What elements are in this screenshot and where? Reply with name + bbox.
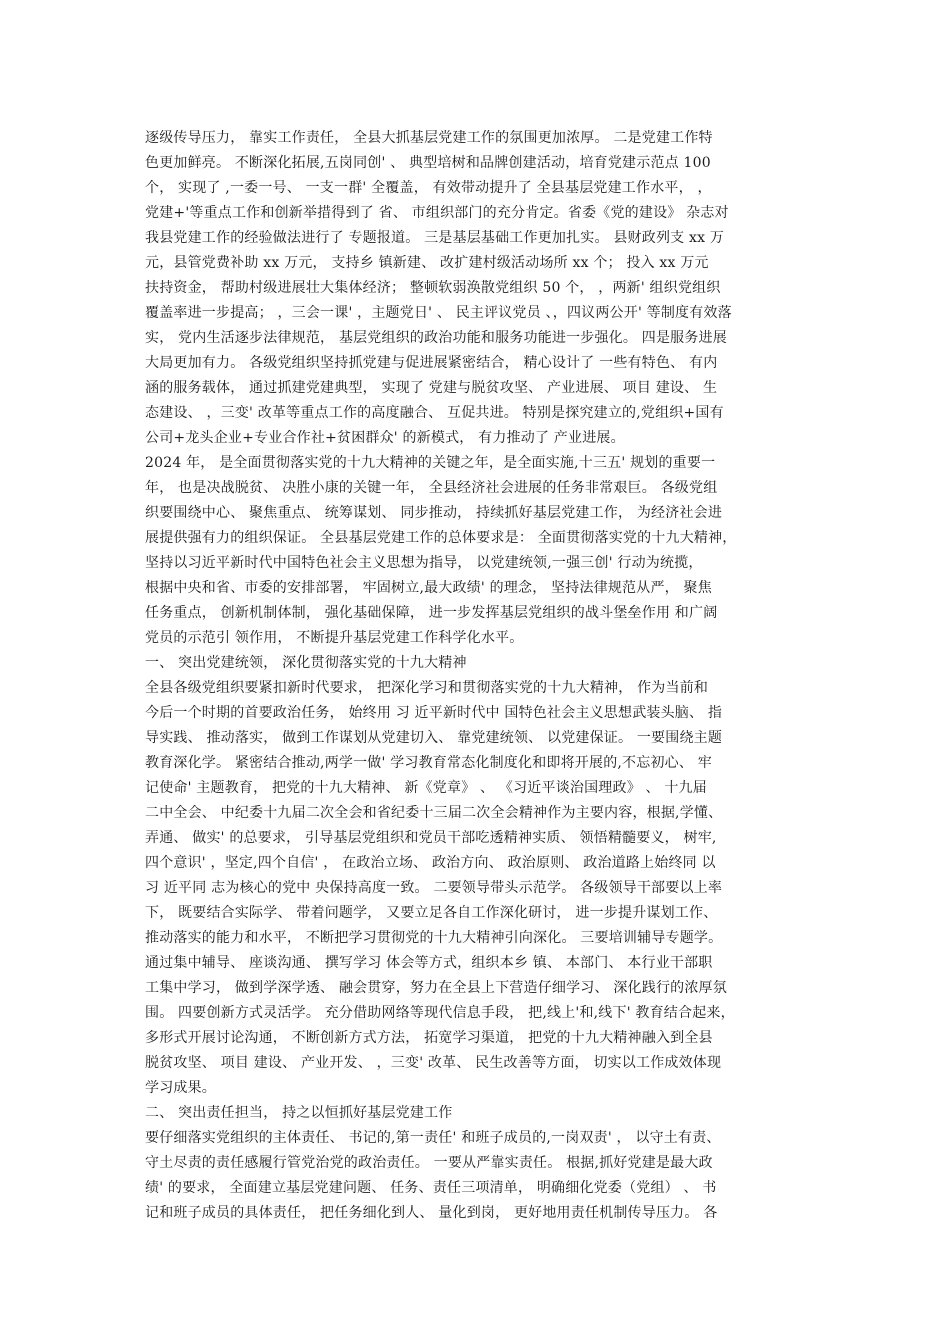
text-line: 多形式开展讨论沟通， 不断创新方式方法， 拓宽学习渠道， 把党的十九大精神融入到全县 [145, 1030, 713, 1046]
text-line: 根据中央和省、市委的安排部署， 牢固树立,最大政绩' 的理念， 坚持法律规范从严， 聚焦 [145, 580, 712, 596]
text-line: 实， 党内生活逐步法律规范， 基层党组织的政治功能和服务功能进一步强化。 四是服务进展 [145, 330, 727, 346]
text-line: 色更加鲜亮。 不断深化拓展,五岗同创' 、 典型培树和品牌创建活动，培育党建示范点 100 [145, 155, 711, 171]
text-line: 态建设、 ，三变' 改革等重点工作的高度融合、 互促共进。 特别是探究建立的,党组织+国有 [145, 405, 724, 421]
text-line: 坚持以习近平新时代中国特色社会主义思想为指导， 以党建统领,一强三创' 行动为统揽， [145, 555, 703, 571]
text-line: 个， 实现了 ,一委一号、 一支一群' 全覆盖， 有效带动提升了 全县基层党建工作水平， ， [145, 180, 712, 196]
section-heading: 二、 突出责任担当， 持之以恒抓好基层党建工作 [145, 1105, 453, 1121]
text-line: 学习成果。 [145, 1080, 216, 1096]
text-line: 涵的服务载体， 通过抓建党建典型， 实现了 党建与脱贫攻坚、 产业进展、 项目 建设、 生 [145, 380, 718, 396]
text-line: 围。 四要创新方式灵活学。 充分借助网络等现代信息手段， 把,线上'和,线下' 教育结合起来， [145, 1005, 735, 1021]
text-line: 全县各级党组织要紧扣新时代要求， 把深化学习和贯彻落实党的十九大精神， 作为当前和 [145, 680, 709, 696]
text-line: 展提供强有力的组织保证。 全县基层党建工作的总体要求是： 全面贯彻落实党的十九大精神， [145, 530, 737, 546]
text-line: 逐级传导压力， 靠实工作责任， 全县大抓基层党建工作的氛围更加浓厚。 二是党建工作特 [145, 130, 713, 146]
text-line: 工集中学习， 做到学深学透、 融会贯穿，努力在全县上下营造仔细学习、 深化践行的浓厚氛 [145, 980, 727, 996]
text-line: 2024 年， 是全面贯彻落实党的十九大精神的关键之年，是全面实施,十三五' 规划的重要一 [145, 455, 716, 471]
text-line: 记使命' 主题教育， 把党的十九大精神、 新《党章》 、 《习近平谈治国理政》 、 十九届 [145, 780, 707, 796]
text-line: 要仔细落实党组织的主体责任、 书记的,第一责任' 和班子成员的,一岗双责' ， 以守土有责、 [145, 1130, 721, 1146]
text-line: 党员的示范引 领作用， 不断提升基层党建工作科学化水平。 [145, 630, 524, 646]
text-line: 教育深化学。 紧密结合推动,两学一做' 学习教育常态化制度化和即将开展的,不忘初心、 牢 [145, 755, 712, 771]
text-line: 织要围绕中心、 聚焦重点、 统筹谋划、 同步推动， 持续抓好基层党建工作， 为经济社会进 [145, 505, 723, 521]
text-line: 守土尽责的责任感履行管党治党的政治责任。 一要从严靠实责任。 根据,抓好党建是最大政 [145, 1155, 713, 1171]
text-line: 通过集中辅导、 座谈沟通、 撰写学习 体会等方式，组织本乡 镇、 本部门、 本行业干部职 [145, 955, 713, 971]
text-line: 导实践、 推动落实， 做到工作谋划从党建切入、 靠党建统领、 以党建保证。 一要围绕主题 [145, 730, 723, 746]
text-line: 记和班子成员的具体责任， 把任务细化到人、 量化到岗， 更好地用责任机制传导压力。 各 [145, 1205, 718, 1221]
text-line: 下， 既要结合实际学、 带着问题学， 又要立足各自工作深化研讨， 进一步提升谋划工作、 [145, 905, 718, 921]
section-heading: 一、 突出党建统领， 深化贯彻落实党的十九大精神 [145, 655, 467, 671]
text-line: 推动落实的能力和水平， 不断把学习贯彻党的十九大精神引向深化。 三要培训辅导专题学。 [145, 930, 723, 946]
text-line: 扶持资金， 帮助村级进展壮大集体经济； 整顿软弱涣散党组织 50 个， ，两新' 组织党组织 [145, 280, 721, 296]
text-line: 任务重点， 创新机制体制， 强化基础保障， 进一步发挥基层党组织的战斗堡垒作用 和广阔 [145, 605, 718, 621]
text-line: 习 近平同 志为核心的党中 央保持高度一致。 二要领导带头示范学。 各级领导干部要以上率 [145, 880, 723, 896]
text-line: 年， 也是决战脱贫、 决胜小康的关键一年， 全县经济社会进展的任务非常艰巨。 各级党组 [145, 480, 718, 496]
text-line: 今后一个时期的首要政治任务， 始终用 习 近平新时代中 国特色社会主义思想武装头脑、 指 [145, 705, 723, 721]
text-line: 二中全会、 中纪委十九届二次全会和省纪委十三届二次全会精神作为主要内容，根据,学懂、 [145, 805, 723, 821]
text-line: 弄通、 做实' 的总要求， 引导基层党组织和党员干部吃透精神实质、 领悟精髓要义， 树牢, [145, 830, 717, 846]
text-line: 公司+龙头企业+专业合作社+贫困群众' 的新模式， 有力推动了 产业进展。 [145, 430, 625, 446]
text-line: 元，县管党费补助 xx 万元， 支持乡 镇新建、 改扩建村级活动场所 xx 个； 投入 xx 万元 [145, 255, 709, 271]
text-line: 大局更加有力。 各级党组织坚持抓党建与促进展紧密结合， 精心设计了 一些有特色、 有内 [145, 355, 718, 371]
text-line: 脱贫攻坚、 项目 建设、 产业开发、 ，三变' 改革、 民生改善等方面， 切实以工作成效体现 [145, 1055, 722, 1071]
text-line: 覆盖率进一步提高； ，三会一课' ，主题党日' 、 民主评议党员 、，四议两公开' 等制度有效落 [145, 305, 732, 321]
text-line: 绩' 的要求， 全面建立基层党建问题、 任务、责任三项清单， 明确细化党委（党组） 、 书 [145, 1180, 717, 1196]
text-line: 党建+'等重点工作和创新举措得到了 省、 市组织部门的充分肯定。省委《党的建设》 杂志对 [145, 205, 729, 221]
text-line: 我县党建工作的经验做法进行了 专题报道。 三是基层基础工作更加扎实。 县财政列支 xx 万 [145, 230, 725, 246]
text-line: 四个意识' ，坚定,四个自信' ， 在政治立场、 政治方向、 政治原则、 政治道路上始终同 以 [145, 855, 716, 871]
